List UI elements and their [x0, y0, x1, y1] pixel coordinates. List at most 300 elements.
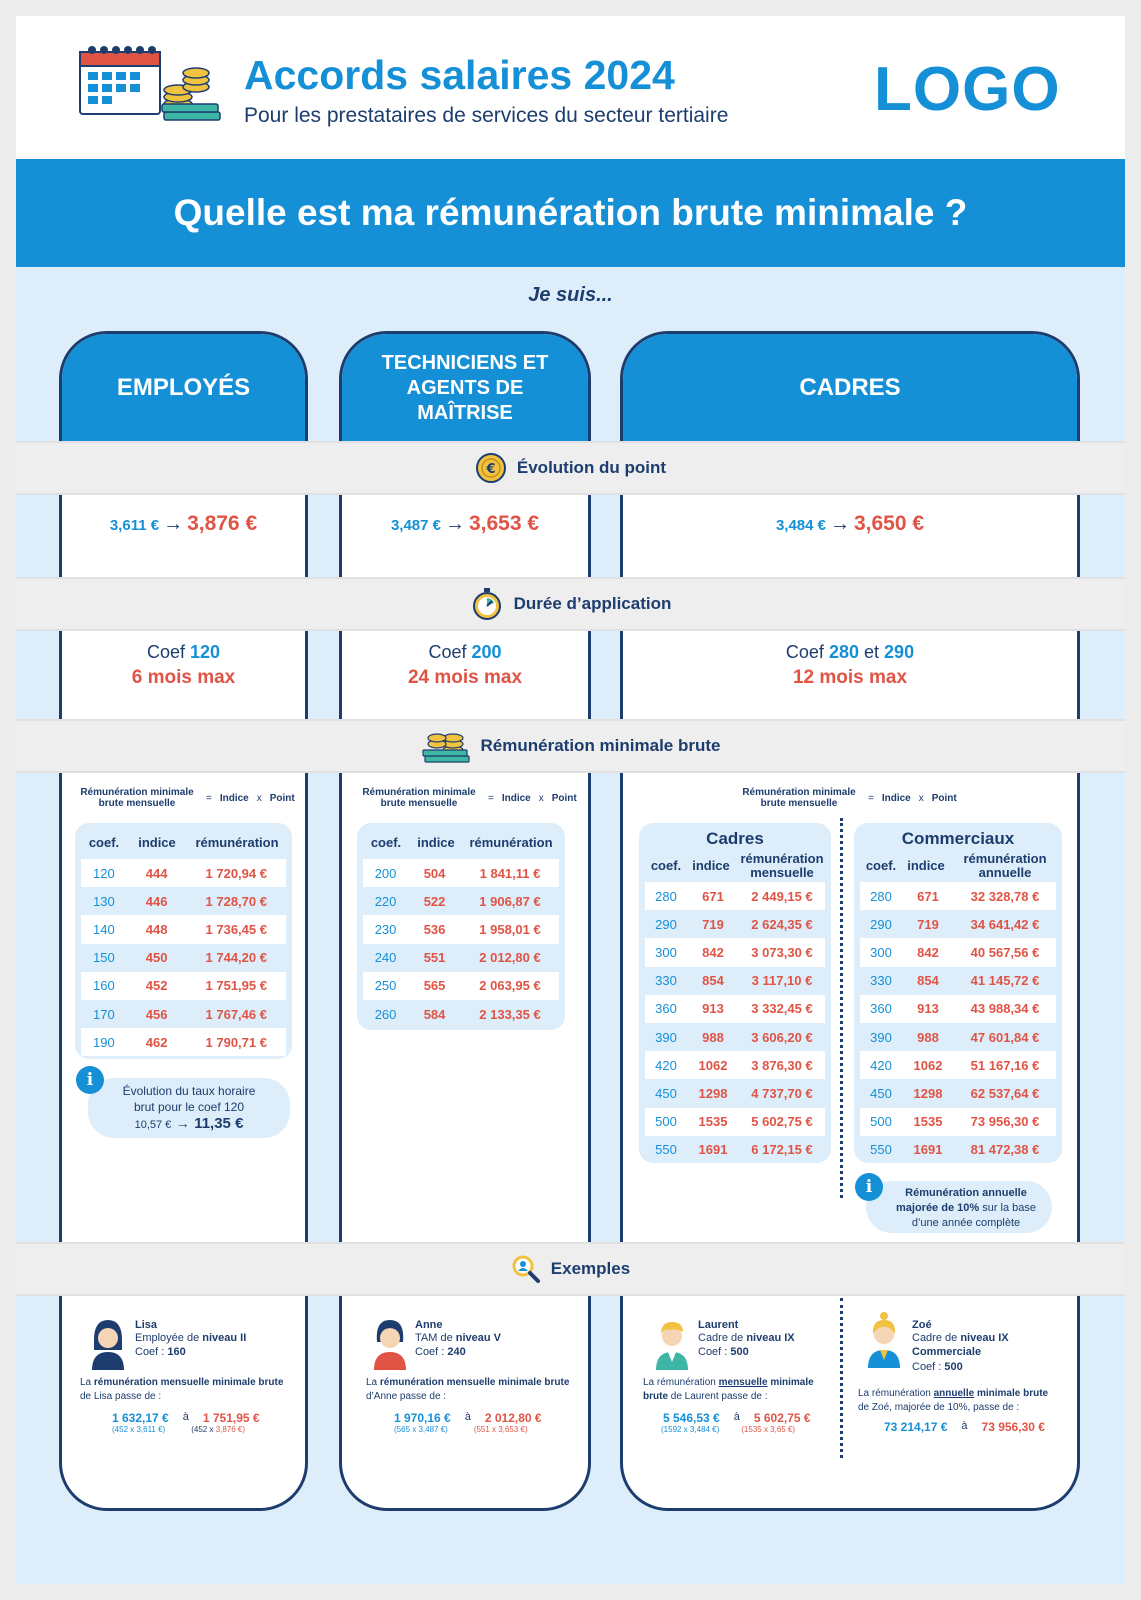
example-coef — [135, 1345, 295, 1359]
example-sentence — [80, 1376, 294, 1403]
coef-line — [339, 642, 591, 663]
cell-indice: 522 — [423, 893, 446, 909]
table-row — [81, 944, 286, 972]
cell-coef: 420 — [655, 1057, 677, 1073]
svg-text:€: € — [486, 462, 496, 477]
table-row — [363, 972, 559, 1000]
value-to: 2 012,80 € — [484, 1411, 542, 1425]
euro-coin-icon — [475, 452, 507, 484]
coef-label: Coef : — [415, 1346, 445, 1359]
role-level: niveau II — [202, 1332, 247, 1344]
formula-eq: = — [868, 792, 874, 804]
coef-value: 500 — [730, 1346, 749, 1359]
role-level: niveau IX — [960, 1332, 1009, 1344]
section-title-remuneration: Rémunération minimale brute — [480, 736, 721, 755]
formula-x: x — [256, 792, 262, 804]
value-a: à — [182, 1411, 189, 1423]
formula-left: Rémunération minimale brute mensuelle — [80, 787, 194, 809]
header-indice: indice — [417, 835, 455, 850]
table-row — [645, 1051, 825, 1079]
intro-text: Je suis... — [528, 284, 613, 306]
cell-remuneration: 2 133,35 € — [479, 1006, 541, 1022]
table-row — [81, 915, 286, 943]
cell-remuneration: 1 841,11 € — [479, 865, 541, 881]
coef-line — [59, 642, 308, 663]
column-title: EMPLOYÉS — [116, 374, 251, 401]
sentence-pre: La — [366, 1377, 378, 1388]
cell-indice: 452 — [145, 978, 168, 994]
table-row — [645, 1079, 825, 1107]
cell-indice: 842 — [917, 944, 939, 960]
example-zoe — [912, 1319, 1062, 1374]
example-laurent-text — [643, 1376, 839, 1434]
value-to: 73 956,30 € — [981, 1420, 1045, 1434]
value-from: 73 214,17 € — [884, 1420, 948, 1434]
rate-old: 10,57 € — [134, 1119, 172, 1132]
info-values — [88, 1115, 290, 1133]
cell-coef: 500 — [655, 1114, 677, 1130]
formula-tam — [358, 787, 577, 809]
coef-et: et — [864, 642, 880, 662]
example-role — [415, 1331, 575, 1345]
table-row — [645, 938, 825, 966]
cell-indice: 504 — [423, 865, 446, 881]
example-values — [643, 1411, 839, 1425]
example-details — [366, 1425, 580, 1434]
arrow-icon: → — [175, 1115, 190, 1132]
value-from: 5 546,53 € — [663, 1411, 720, 1425]
formula-eq: = — [206, 792, 212, 804]
cell-indice: 584 — [423, 1006, 446, 1022]
cell-indice: 1062 — [698, 1057, 728, 1073]
table-row — [860, 1079, 1056, 1107]
cell-coef: 550 — [870, 1142, 892, 1158]
cell-coef: 500 — [870, 1114, 892, 1130]
cell-remuneration: 1 744,20 € — [205, 950, 267, 966]
table-row — [645, 967, 825, 995]
cell-coef: 230 — [374, 921, 397, 937]
point-new: 3,653 € — [468, 512, 540, 535]
role-level: niveau IX — [746, 1332, 795, 1344]
formula-left: Rémunération minimale brute mensuelle — [362, 787, 476, 809]
section-title-duree: Durée d’application — [513, 594, 672, 613]
cell-indice: 913 — [702, 1001, 724, 1017]
sentence-pre: La rémunération — [643, 1377, 716, 1388]
detail-to-a: (452 x — [191, 1425, 214, 1434]
example-role — [135, 1331, 295, 1345]
point-cadres — [620, 512, 1080, 536]
table-row — [363, 944, 559, 972]
cell-coef: 420 — [870, 1057, 892, 1073]
cell-indice: 448 — [145, 921, 168, 937]
table-employes — [75, 823, 292, 1059]
cell-coef: 330 — [655, 973, 677, 989]
table-row — [645, 910, 825, 938]
table-cadres — [639, 823, 831, 1163]
point-new: 3,876 € — [187, 512, 258, 535]
value-from: 1 632,17 € — [112, 1411, 169, 1425]
example-values — [858, 1420, 1056, 1434]
cell-indice: 671 — [917, 888, 939, 904]
cell-coef: 220 — [374, 893, 397, 909]
cell-coef: 160 — [93, 978, 115, 994]
point-new: 3,650 € — [853, 512, 925, 535]
cell-indice: 1298 — [913, 1085, 943, 1101]
cell-coef: 280 — [870, 888, 892, 904]
header-remuneration: rémunération — [195, 835, 279, 850]
example-name: Anne — [415, 1319, 443, 1331]
table-commerciaux — [854, 823, 1062, 1163]
example-anne — [415, 1319, 575, 1360]
section-band-duree — [16, 577, 1125, 631]
cell-remuneration: 34 641,42 € — [970, 916, 1040, 932]
info-commerciaux — [866, 1181, 1052, 1233]
table-row — [363, 1000, 559, 1028]
role-text: Cadre de — [698, 1332, 744, 1344]
cell-remuneration: 1 720,94 € — [205, 865, 267, 881]
header-remuneration-mensuelle: rémunération mensuelle — [740, 851, 824, 881]
banner-title: Quelle est ma rémunération brute minimale ? — [173, 192, 968, 233]
formula-x: x — [538, 792, 544, 804]
example-role2 — [912, 1345, 1062, 1359]
table-body — [860, 882, 1056, 1164]
cell-remuneration: 3 332,45 € — [751, 1001, 813, 1017]
cell-remuneration: 3 876,30 € — [751, 1057, 813, 1073]
header-coef: coef. — [650, 858, 682, 873]
sentence-bold2: minimale brute — [643, 1377, 814, 1402]
cell-coef: 130 — [93, 893, 115, 909]
example-details — [80, 1425, 294, 1434]
role-text2: Commerciale — [912, 1346, 982, 1359]
duree-cadres — [620, 642, 1080, 689]
coef-value: 160 — [167, 1346, 186, 1359]
sentence-bold: annuelle — [933, 1388, 975, 1399]
column-title: CADRES — [799, 374, 901, 401]
cell-indice: 854 — [702, 973, 724, 989]
coef-line — [620, 642, 1080, 663]
value-to: 5 602,75 € — [753, 1411, 811, 1425]
coef-value: 290 — [884, 642, 915, 662]
example-coef — [415, 1345, 575, 1359]
cell-remuneration: 3 606,20 € — [751, 1029, 813, 1045]
cell-remuneration: 43 988,34 € — [970, 1001, 1040, 1017]
sentence-bold2: minimale brute — [976, 1388, 1049, 1399]
example-values — [366, 1411, 580, 1425]
table-row — [860, 967, 1056, 995]
money-stack-icon — [421, 728, 471, 764]
duree-employes — [59, 642, 308, 689]
cell-coef: 290 — [655, 916, 677, 932]
info-taux-horaire — [88, 1078, 290, 1138]
arrow-icon: → — [444, 513, 465, 535]
cell-indice: 462 — [145, 1034, 168, 1050]
cell-indice: 854 — [917, 973, 939, 989]
table-title-commerciaux: Commerciaux — [901, 829, 1015, 848]
header-remuneration: rémunération — [469, 835, 553, 850]
table-row — [81, 859, 286, 887]
cell-coef: 360 — [870, 1001, 892, 1017]
coef-label: Coef — [146, 642, 185, 662]
sentence-post: de Laurent passe de : — [670, 1390, 768, 1402]
table-row — [81, 887, 286, 915]
cell-coef: 330 — [870, 973, 892, 989]
value-to: 1 751,95 € — [202, 1411, 260, 1425]
detail-to: (1535 x 3,65 €) — [741, 1425, 796, 1434]
cell-remuneration: 51 167,16 € — [970, 1057, 1040, 1073]
table-row — [860, 938, 1056, 966]
table-row — [645, 1136, 825, 1164]
cell-remuneration: 73 956,30 € — [970, 1114, 1040, 1130]
role-text: Employée de — [135, 1332, 200, 1344]
column-title: TECHNICIENS ET AGENTS DE MAÎTRISE — [381, 351, 549, 424]
cell-remuneration: 2 063,95 € — [479, 978, 541, 994]
avatar-zoe — [864, 1312, 904, 1368]
formula-cadres — [738, 787, 957, 809]
table-row — [645, 1108, 825, 1136]
page-title: Accords salaires 2024 — [244, 52, 675, 98]
stopwatch-icon — [470, 587, 504, 621]
table-row — [860, 1108, 1056, 1136]
cell-indice: 456 — [145, 1006, 168, 1022]
table-row — [81, 972, 286, 1000]
cell-coef: 290 — [870, 916, 892, 932]
table-row — [363, 859, 559, 887]
cell-indice: 1691 — [913, 1142, 943, 1158]
header — [16, 16, 1125, 159]
example-coef — [912, 1360, 1062, 1374]
sentence-bold: rémunération mensuelle minimale brute — [379, 1377, 570, 1388]
cell-remuneration: 1 767,46 € — [205, 1006, 267, 1022]
example-sentence — [858, 1387, 1056, 1414]
sentence-pre: La rémunération — [858, 1388, 931, 1399]
sentence-bold: rémunération mensuelle minimale brute — [93, 1377, 284, 1388]
cell-remuneration: 1 906,87 € — [479, 893, 541, 909]
cell-coef: 300 — [870, 944, 892, 960]
cell-coef: 450 — [870, 1085, 892, 1101]
point-tam — [339, 512, 591, 536]
value-a: à — [464, 1411, 471, 1423]
avatar-anne — [370, 1316, 410, 1370]
duree-tam — [339, 642, 591, 689]
value-a: à — [733, 1411, 740, 1423]
rate-new: 11,35 € — [194, 1115, 244, 1133]
column-divider — [840, 818, 843, 1198]
section-band-exemples — [16, 1242, 1125, 1296]
cell-coef: 250 — [374, 978, 397, 994]
cell-remuneration: 3 117,10 € — [751, 973, 813, 989]
sentence-post: de Zoé, majorée de 10%, passe de : — [858, 1401, 1020, 1413]
cell-indice: 536 — [423, 921, 446, 937]
formula-eq: = — [488, 792, 494, 804]
cell-coef: 140 — [93, 921, 115, 937]
table-row — [81, 1028, 286, 1056]
page-subtitle: Pour les prestataires de services du secteur tertiaire — [244, 104, 729, 127]
table-row — [860, 1136, 1056, 1164]
arrow-icon: → — [163, 513, 184, 535]
info-line1: Évolution du taux horaire — [122, 1084, 256, 1098]
header-indice: indice — [692, 858, 730, 873]
example-anne-text — [366, 1376, 580, 1434]
formula-indice: Indice — [881, 792, 911, 804]
cell-coef: 450 — [655, 1085, 677, 1101]
example-zoe-text — [858, 1387, 1056, 1434]
cell-remuneration: 1 736,45 € — [205, 921, 267, 937]
cell-indice: 450 — [145, 950, 168, 966]
value-a: à — [961, 1420, 968, 1432]
section-title-point: Évolution du point — [516, 458, 667, 477]
duree-value: 12 mois max — [792, 667, 908, 688]
cell-remuneration: 6 172,15 € — [751, 1142, 813, 1158]
cell-indice: 446 — [145, 893, 168, 909]
detail-from: (565 x 3,487 €) — [394, 1425, 448, 1434]
detail-to — [191, 1425, 245, 1434]
table-row — [860, 1051, 1056, 1079]
coef-value: 200 — [471, 642, 502, 662]
table-row — [860, 910, 1056, 938]
coef-label: Coef : — [912, 1360, 942, 1373]
cell-coef: 390 — [655, 1029, 677, 1045]
example-name: Zoé — [912, 1319, 932, 1331]
cell-remuneration: 41 145,72 € — [970, 973, 1040, 989]
cell-indice: 1535 — [913, 1114, 943, 1130]
role-text: TAM de — [415, 1332, 453, 1344]
section-band-remuneration — [16, 719, 1125, 773]
poster — [16, 16, 1125, 1584]
cell-remuneration: 2 449,15 € — [751, 888, 813, 904]
cell-indice: 842 — [702, 944, 724, 960]
arrow-icon: → — [829, 513, 850, 535]
example-role — [912, 1331, 1062, 1345]
cell-indice: 1535 — [698, 1114, 728, 1130]
example-coef — [698, 1345, 838, 1359]
coef-value: 500 — [944, 1360, 963, 1373]
point-employes — [59, 512, 308, 536]
table-row — [363, 915, 559, 943]
cell-remuneration: 1 751,95 € — [205, 978, 267, 994]
table-row — [860, 1023, 1056, 1051]
cell-indice: 988 — [917, 1029, 939, 1045]
cell-indice: 1691 — [698, 1142, 728, 1158]
duree-value: 24 mois max — [407, 667, 523, 688]
cell-remuneration: 40 567,56 € — [970, 944, 1040, 960]
table-row — [645, 882, 825, 910]
cell-indice: 551 — [423, 950, 446, 966]
table-body — [81, 859, 286, 1056]
detail-to-b: 3,876 €) — [215, 1425, 246, 1434]
detail-to: (551 x 3,653 €) — [473, 1425, 528, 1434]
column-divider — [840, 1298, 843, 1458]
point-old: 3,484 € — [775, 517, 826, 534]
cell-indice: 1062 — [913, 1057, 943, 1073]
table-tam — [357, 823, 565, 1030]
cell-indice: 444 — [145, 865, 168, 881]
table-row — [645, 1023, 825, 1051]
cell-indice: 719 — [917, 916, 939, 932]
example-values — [80, 1411, 294, 1425]
section-title-exemples: Exemples — [550, 1259, 631, 1278]
table-row — [363, 887, 559, 915]
avatar-lisa — [88, 1316, 128, 1370]
cell-coef: 170 — [93, 1006, 115, 1022]
coef-value: 280 — [828, 642, 859, 662]
info-line2: brut pour le coef 120 — [133, 1099, 245, 1114]
formula-employes — [76, 787, 295, 809]
avatar-laurent — [652, 1316, 692, 1370]
example-sentence — [366, 1376, 580, 1403]
cell-coef: 360 — [655, 1001, 677, 1017]
header-indice: indice — [907, 858, 945, 873]
table-body — [645, 882, 825, 1164]
cell-remuneration: 32 328,78 € — [970, 888, 1040, 904]
cell-remuneration: 47 601,84 € — [970, 1029, 1040, 1045]
coef-label: Coef — [785, 642, 824, 662]
example-name: Laurent — [698, 1319, 739, 1331]
cell-indice: 1298 — [698, 1085, 728, 1101]
example-lisa — [135, 1319, 295, 1360]
calendar-money-icon — [78, 42, 223, 132]
header-remuneration-annuelle: rémunération annuelle — [963, 851, 1047, 881]
cell-coef: 550 — [655, 1142, 677, 1158]
role-level: niveau V — [455, 1332, 502, 1344]
table-title-cadres: Cadres — [706, 829, 764, 848]
formula-point: Point — [269, 792, 295, 804]
coef-label: Coef : — [698, 1346, 728, 1359]
section-band-point — [16, 441, 1125, 495]
example-sentence — [643, 1376, 839, 1403]
cell-coef: 390 — [870, 1029, 892, 1045]
column-header-tam — [342, 334, 588, 442]
detail-from: (1592 x 3,484 €) — [661, 1425, 720, 1434]
search-person-icon — [511, 1254, 541, 1284]
example-role — [698, 1331, 838, 1345]
cell-remuneration: 1 958,01 € — [479, 921, 541, 937]
header-coef: coef. — [88, 835, 120, 850]
coef-label: Coef — [428, 642, 467, 662]
cell-indice: 988 — [702, 1029, 724, 1045]
info-icon: i — [76, 1066, 104, 1094]
formula-point: Point — [931, 792, 957, 804]
cell-remuneration: 1 790,71 € — [205, 1034, 267, 1050]
cell-remuneration: 2 624,35 € — [751, 916, 813, 932]
cell-remuneration: 81 472,38 € — [970, 1142, 1040, 1158]
table-row — [860, 882, 1056, 910]
question-banner — [16, 159, 1125, 267]
formula-indice: Indice — [501, 792, 531, 804]
formula-indice: Indice — [219, 792, 249, 804]
cell-coef: 300 — [655, 944, 677, 960]
value-from: 1 970,16 € — [394, 1411, 451, 1425]
cell-remuneration: 1 728,70 € — [205, 893, 267, 909]
cell-remuneration: 5 602,75 € — [751, 1114, 813, 1130]
sentence-post: de Lisa passe de : — [80, 1390, 162, 1402]
table-row — [645, 995, 825, 1023]
sentence-pre: La — [80, 1377, 92, 1388]
point-old: 3,487 € — [390, 517, 441, 534]
column-header-employes — [62, 334, 305, 442]
header-indice: indice — [138, 835, 176, 850]
cell-coef: 260 — [374, 1006, 397, 1022]
cell-coef: 240 — [374, 950, 397, 966]
header-coef: coef. — [865, 858, 897, 873]
example-name: Lisa — [135, 1319, 158, 1331]
coef-value: 120 — [190, 642, 221, 662]
formula-x: x — [918, 792, 924, 804]
cell-coef: 150 — [93, 950, 115, 966]
cell-indice: 913 — [917, 1001, 939, 1017]
example-lisa-text — [80, 1376, 294, 1434]
formula-left: Rémunération minimale brute mensuelle — [742, 787, 856, 809]
cell-remuneration: 4 737,70 € — [751, 1085, 813, 1101]
